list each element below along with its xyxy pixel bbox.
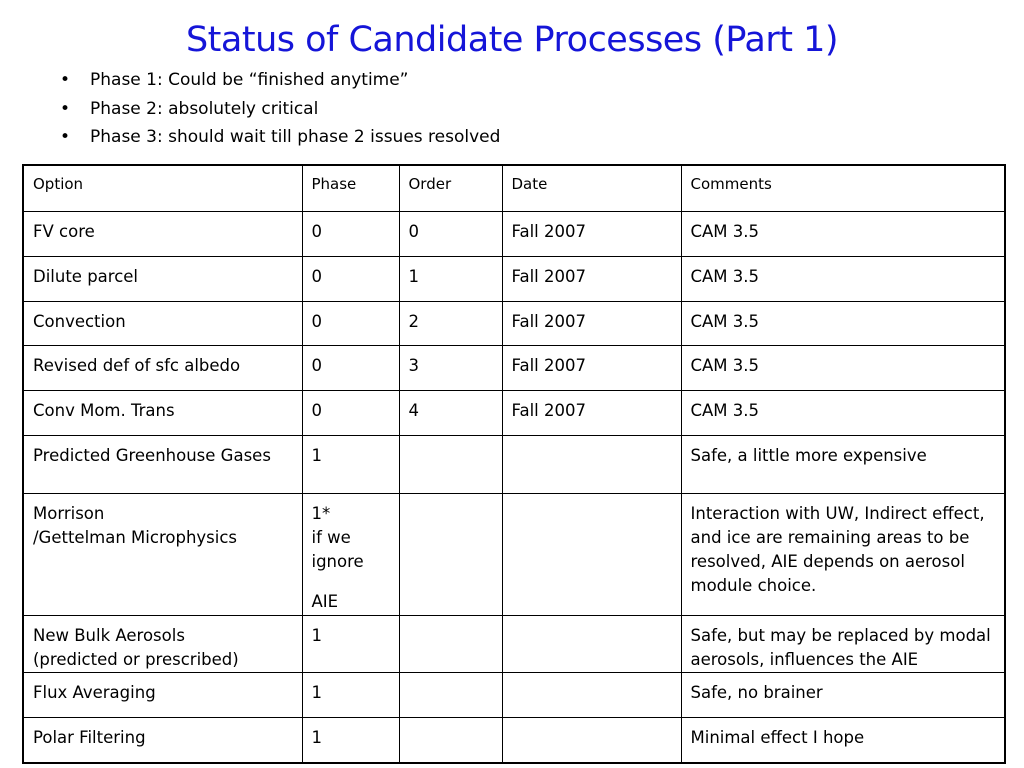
cell-date: Fall 2007	[502, 345, 681, 390]
bullet-text: Phase 1: Could be “finished anytime”	[90, 70, 409, 90]
candidate-process-table	[22, 164, 1006, 764]
slide-title: Status of Candidate Processes (Part 1)	[185, 20, 839, 60]
cell-order	[399, 615, 502, 672]
cell-phase-line: AIE	[311, 591, 339, 611]
cell-order	[399, 493, 502, 615]
bullet-dot-icon: •	[60, 127, 71, 147]
cell-phase: 0	[302, 345, 399, 390]
cell-order: 3	[399, 345, 502, 390]
bullet-item	[60, 66, 500, 95]
cell-order	[399, 435, 502, 493]
cell-order: 1	[399, 256, 502, 301]
cell-comments: Minimal effect I hope	[681, 717, 1005, 763]
cell-option	[23, 493, 302, 615]
cell-comments: Safe, but may be replaced by modal aerosols, influences the AIE	[681, 615, 1005, 672]
bullet-dot-icon: •	[60, 98, 71, 119]
header-comments: Comments	[681, 165, 1005, 211]
cell-phase-line: if we	[311, 527, 351, 547]
cell-phase: 1	[302, 615, 399, 672]
table-row	[23, 211, 1005, 256]
table-header-row	[23, 165, 1005, 211]
cell-option: Predicted Greenhouse Gases	[23, 435, 302, 493]
cell-order	[399, 717, 502, 763]
cell-date	[502, 672, 681, 717]
cell-order: 0	[399, 211, 502, 256]
table-row	[23, 493, 1005, 615]
phase-bullet-list	[60, 66, 500, 152]
cell-phase: 0	[302, 211, 399, 256]
cell-date: Fall 2007	[502, 211, 681, 256]
cell-comments: CAM 3.5	[681, 345, 1005, 390]
cell-phase: 0	[302, 301, 399, 345]
cell-date: Fall 2007	[502, 390, 681, 435]
cell-phase	[302, 493, 399, 615]
cell-date: Fall 2007	[502, 301, 681, 345]
header-date: Date	[502, 165, 681, 211]
cell-comments: CAM 3.5	[681, 211, 1005, 256]
table-row	[23, 345, 1005, 390]
cell-option-line: /Gettelman Microphysics	[33, 527, 238, 547]
cell-phase: 0	[302, 256, 399, 301]
table-row	[23, 435, 1005, 493]
cell-phase: 0	[302, 390, 399, 435]
cell-comments: Safe, a little more expensive	[681, 435, 1005, 493]
cell-order: 4	[399, 390, 502, 435]
cell-option	[23, 615, 302, 672]
header-order: Order	[399, 165, 502, 211]
cell-phase: 1	[302, 672, 399, 717]
cell-option: Revised def of sfc albedo	[23, 345, 302, 390]
bullet-item	[60, 123, 500, 152]
cell-date: Fall 2007	[502, 256, 681, 301]
cell-comments: CAM 3.5	[681, 390, 1005, 435]
bullet-dot-icon: •	[60, 70, 71, 90]
cell-phase: 1	[302, 717, 399, 763]
cell-phase: 1	[302, 435, 399, 493]
cell-date	[502, 717, 681, 763]
cell-comments: Interaction with UW, Indirect effect, and ice are remaining areas to be resolved, AIE depends on aerosol module choice.	[681, 493, 1005, 615]
bullet-text: Phase 3: should wait till phase 2 issues resolved	[90, 127, 501, 147]
cell-option: Conv Mom. Trans	[23, 390, 302, 435]
cell-date	[502, 493, 681, 615]
table-row	[23, 672, 1005, 717]
header-option: Option	[23, 165, 302, 211]
table-row	[23, 390, 1005, 435]
cell-order	[399, 672, 502, 717]
table-row	[23, 301, 1005, 345]
cell-option-line: (predicted or prescribed)	[33, 649, 239, 669]
bullet-text: Phase 2: absolutely critical	[90, 98, 319, 119]
cell-option-line: Morrison	[33, 503, 105, 523]
cell-comments: Safe, no brainer	[681, 672, 1005, 717]
cell-option: Polar Filtering	[23, 717, 302, 763]
cell-phase-line: ignore	[311, 551, 364, 571]
cell-phase-line: 1*	[311, 503, 331, 523]
cell-option: Convection	[23, 301, 302, 345]
cell-date	[502, 435, 681, 493]
table-row	[23, 256, 1005, 301]
cell-comments: CAM 3.5	[681, 301, 1005, 345]
cell-option: FV core	[23, 211, 302, 256]
cell-comments: CAM 3.5	[681, 256, 1005, 301]
cell-date	[502, 615, 681, 672]
cell-order: 2	[399, 301, 502, 345]
table-row	[23, 615, 1005, 672]
cell-option-line: New Bulk Aerosols	[33, 625, 185, 645]
header-phase: Phase	[302, 165, 399, 211]
cell-option: Dilute parcel	[23, 256, 302, 301]
table-row	[23, 717, 1005, 763]
bullet-item	[60, 95, 500, 124]
cell-option: Flux Averaging	[23, 672, 302, 717]
